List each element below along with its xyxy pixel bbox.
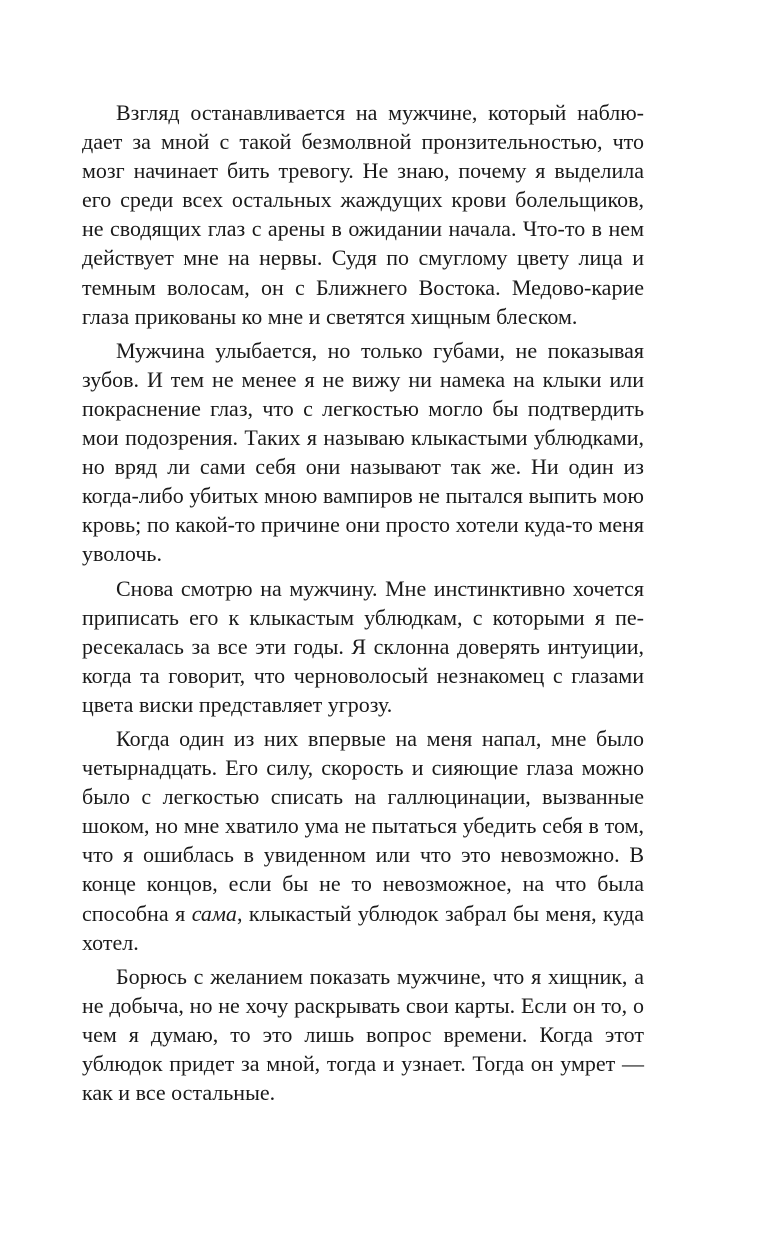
paragraph-3: Снова смотрю на мужчину. Мне инстинктивно хочется приписать его к клыкастым ублюдкам, с которыми я пересекалась за все эти годы. Я склонна доверять интуиции, когда та говорит, что черноволосый незнакомец с глазами цвета виски представляет угрозу. <box>82 575 644 717</box>
paragraph-4-emphasis: сама <box>191 900 237 926</box>
paragraph-4-after: , клыкастый ублюдок забрал бы меня, куда хотел. <box>82 900 645 955</box>
paragraph-1: Взгляд останавливается на мужчине, который наблюдает за мной с такой безмолвной пронзительностью, что мозг начинает бить тревогу. Не знаю, почему я выделила его среди всех остальных жаждущих крови болельщиков, не сводящих глаз с арены в ожидании начала. Что-то в нем действует мне на нервы. Судя по смуглому цвету лица и темным волосам, он с Ближнего Востока. Медово-карие глаза прикованы ко мне и светятся хищным блеском. <box>82 100 644 329</box>
paragraph-4-before: Когда один из них впервые на меня напал, мне было четырнадцать. Его силу, скорость и сияющие глаза можно было с легкостью списать на галлюцинации, вызванные шоком, но мне хватило ума не пытаться убедить себя в том, что я ошиблась в увиденном или что это невозможно. В конце концов, если бы не то невозможное, на что была способна я <box>82 725 644 926</box>
paragraph-5: Борюсь с желанием показать мужчине, что я хищник, а не добыча, но не хочу раскрывать свои карты. Если он то, о чем я думаю, то это лишь вопрос времени. Когда этот ублюдок придет за мной, тогда и узнает. Тогда он умрет — как и все остальные. <box>82 963 644 1106</box>
book-page-text <box>82 98 644 1107</box>
paragraph-2: Мужчина улыбается, но только губами, не показывая зубов. И тем не менее я не вижу ни намека на клыки или покраснение глаз, что с легкостью могло бы подтвердить мои подозрения. Таких я называю клыкастыми ублюдками, но вряд ли сами себя они называют так же. Ни один из когда-либо убитых мною вампиров не пытался выпить мою кровь; по какой-то причине они просто хотели куда-то меня уволочь. <box>82 337 644 567</box>
paragraph-4 <box>82 724 644 957</box>
